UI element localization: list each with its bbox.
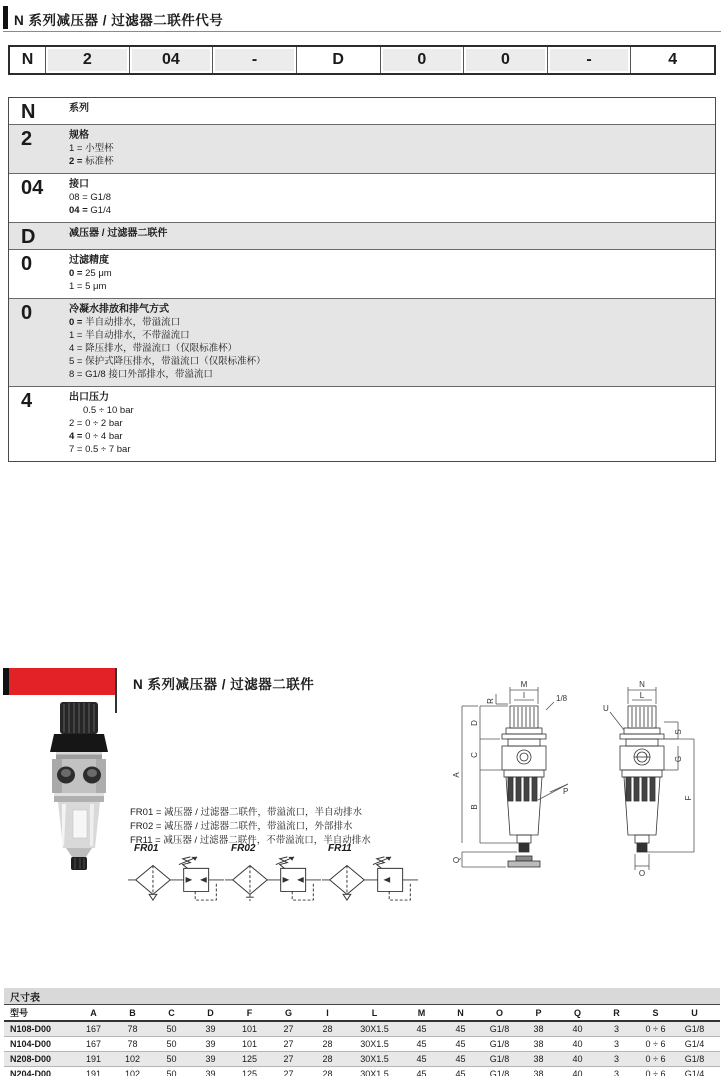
filter-regulator-symbol-icon [128, 854, 224, 902]
dim-cell: 39 [205, 1069, 216, 1076]
spec-option: 2 = 0 ÷ 2 bar [69, 418, 123, 429]
spec-option-code: 2 = [69, 156, 86, 167]
header-rule [3, 31, 721, 32]
dim-cell: 101 [241, 1024, 258, 1034]
dim-cell: 3 [613, 1024, 619, 1034]
dim-col-header: D [207, 1007, 214, 1018]
dim-label-u: U [603, 704, 609, 713]
dim-cell: 39 [205, 1024, 216, 1034]
dim-cell: 38 [533, 1039, 544, 1049]
dim-cell: 30X1.5 [360, 1069, 389, 1076]
dim-label-s: S [674, 729, 683, 735]
page-title: N 系列减压器 / 过滤器二联件代号 [14, 13, 224, 28]
dim-cell: G1/8 [489, 1069, 510, 1076]
dim-cell: 125 [241, 1069, 258, 1076]
dim-col-header: M [417, 1007, 426, 1018]
spec-row [9, 125, 715, 174]
spec-option-code: 4 = [69, 343, 86, 354]
spec-row-code: 0 [21, 253, 33, 275]
spec-row [9, 174, 715, 223]
variant-line: FR01 = 减压器 / 过滤器二联件，带溢流口，半自动排水 [130, 807, 362, 818]
dim-table-row [4, 1037, 720, 1052]
dim-cell: 191 [85, 1054, 102, 1064]
dim-cell: 28 [322, 1069, 333, 1076]
dim-cell: N208-D00 [10, 1054, 52, 1064]
dim-col-header: F [246, 1007, 253, 1018]
spec-option-code: 04 = [69, 205, 91, 216]
dim-label-b: B [470, 804, 479, 810]
code-cell-text: 0 [417, 51, 427, 68]
dim-label-d: D [470, 720, 479, 726]
spec-row-code: 4 [21, 390, 33, 412]
spec-option-code: 08 = [69, 192, 91, 203]
spec-row-title: 冷凝水排放和排气方式 [69, 304, 169, 315]
dim-col-header: P [535, 1007, 542, 1018]
spec-option: 0 = 25 μm [69, 268, 112, 279]
dim-label-i: I [522, 691, 526, 700]
section-red-bar [9, 668, 115, 695]
filter-regulator-symbol-icon [322, 854, 418, 902]
symbol-fr11-label: FR11 [328, 843, 352, 854]
dim-col-header: I [326, 1007, 329, 1018]
spec-row [9, 223, 715, 250]
dim-label-n: N [639, 680, 645, 689]
spec-row-title: 接口 [69, 179, 89, 190]
dim-cell: N104-D00 [10, 1039, 52, 1049]
dim-cell: 30X1.5 [360, 1054, 389, 1064]
dim-cell: 45 [455, 1039, 466, 1049]
spec-row [9, 250, 715, 299]
spec-row-body [61, 387, 715, 461]
dim-label-p: P [563, 787, 569, 796]
dim-label-r: R [486, 698, 495, 704]
dim-cell: 45 [455, 1024, 466, 1034]
dim-cell: N204-D00 [10, 1069, 52, 1076]
dim-cell: 0 ÷ 6 [645, 1054, 666, 1064]
spec-option-code: 5 = [69, 356, 86, 367]
dim-cell: 45 [416, 1039, 427, 1049]
dim-label-o: O [638, 869, 646, 878]
dim-col-header: B [129, 1007, 136, 1018]
dimension-table-title: 尺寸表 [10, 992, 40, 1004]
header-accent-bar [3, 6, 8, 29]
code-cell-text: 2 [82, 51, 92, 68]
code-cell [548, 47, 632, 73]
spec-option: 0 = 半自动排水，带溢流口 [69, 317, 181, 328]
spec-row-body [61, 174, 715, 222]
code-cell-text: 0 [500, 51, 510, 68]
dim-cell: 39 [205, 1039, 216, 1049]
code-cell-text: N [21, 51, 34, 68]
dim-cell: 28 [322, 1024, 333, 1034]
dim-table-row [4, 1022, 720, 1037]
dim-cell: 167 [85, 1039, 102, 1049]
dim-cell: 78 [127, 1039, 138, 1049]
spec-option: 8 = G1/8 接口外部排水，带溢流口 [69, 369, 213, 380]
dim-cell: 102 [124, 1069, 141, 1076]
spec-option: 04 = G1/4 [69, 205, 112, 216]
dim-cell: 0 ÷ 6 [645, 1069, 666, 1076]
dim-cell: G1/8 [489, 1054, 510, 1064]
dim-table-row [4, 1052, 720, 1067]
spec-option-code: 1 = [69, 330, 86, 341]
dim-label-g: G [674, 755, 683, 763]
spec-option: 08 = G1/8 [69, 192, 112, 203]
spec-option: 0.5 ÷ 10 bar [83, 405, 134, 416]
spec-option: 1 = 半自动排水，不带溢流口 [69, 330, 190, 341]
dim-cell: 38 [533, 1069, 544, 1076]
spec-option: 4 = 0 ÷ 4 bar [69, 431, 123, 442]
spec-row-body [61, 98, 715, 124]
spec-option: 4 = 降压排水，带溢流口（仅限标准杯） [69, 343, 238, 354]
dim-col-header: R [613, 1007, 620, 1018]
code-cell [631, 47, 714, 73]
dim-cell: 27 [283, 1024, 294, 1034]
spec-option-code: 0 = [69, 317, 86, 328]
dimension-table [4, 988, 720, 1076]
dimension-table-header [4, 1005, 720, 1022]
dim-cell: 45 [455, 1069, 466, 1076]
code-cell [10, 47, 46, 73]
dim-cell: 50 [166, 1069, 177, 1076]
dim-cell: 40 [572, 1054, 583, 1064]
dim-cell: G1/8 [489, 1039, 510, 1049]
code-cell-text: - [251, 51, 258, 68]
spec-option-code: 1 = [69, 143, 86, 154]
dim-cell: 0 ÷ 6 [645, 1039, 666, 1049]
spec-row-body [61, 125, 715, 173]
dim-cell: G1/8 [684, 1054, 705, 1064]
spec-row-title: 过滤精度 [69, 255, 109, 266]
code-cell [46, 47, 130, 73]
dim-cell: 167 [85, 1024, 102, 1034]
dim-cell: 101 [241, 1039, 258, 1049]
dim-cell: 3 [613, 1054, 619, 1064]
dim-cell: 28 [322, 1039, 333, 1049]
spec-option: 5 = 保护式降压排水，带溢流口（仅限标准杯） [69, 356, 266, 367]
dim-cell: 40 [572, 1024, 583, 1034]
dim-cell: 45 [416, 1024, 427, 1034]
symbol-fr02 [225, 843, 321, 907]
code-cell-text: 4 [668, 51, 678, 68]
dim-col-header: U [691, 1007, 698, 1018]
spec-row-code: D [21, 226, 36, 248]
code-cell-text: - [586, 51, 592, 68]
spec-option-code: 1 = [69, 281, 86, 292]
dim-cell: 50 [166, 1039, 177, 1049]
spec-row-body [61, 223, 715, 249]
spec-option-code: 7 = [69, 444, 86, 455]
dim-cell: 30X1.5 [360, 1024, 389, 1034]
symbol-fr02-label: FR02 [231, 843, 256, 854]
dim-label-port: 1/8 [556, 694, 568, 703]
product-photo [36, 700, 120, 872]
spec-option-code: 8 = [69, 369, 86, 380]
dimension-drawings [450, 680, 722, 878]
dim-cell: 102 [124, 1054, 141, 1064]
section-title: N 系列减压器 / 过滤器二联件 [133, 677, 315, 692]
code-spec-table [8, 97, 716, 462]
symbol-fr01-label: FR01 [134, 843, 159, 854]
dim-cell: 191 [85, 1069, 102, 1076]
spec-option-code: 4 = [69, 431, 86, 442]
spec-row-code: 0 [21, 302, 33, 324]
dim-label-q: Q [452, 856, 461, 864]
filter-regulator-symbol-icon [225, 854, 321, 902]
spec-option: 1 = 小型杯 [69, 143, 114, 154]
dim-label-m: M [520, 680, 528, 689]
dim-cell: G1/8 [684, 1024, 705, 1034]
dim-col-header: C [168, 1007, 175, 1018]
code-cell-text: D [332, 51, 344, 68]
dim-table-row [4, 1067, 720, 1076]
dim-col-header: Q [573, 1007, 581, 1018]
dim-label-c: C [470, 752, 479, 758]
code-cell [213, 47, 297, 73]
spec-option-code: 0 = [69, 268, 86, 279]
dim-col-header: O [495, 1007, 503, 1018]
variant-line: FR02 = 减压器 / 过滤器二联件，带溢流口，外部排水 [130, 821, 353, 832]
spec-row-title: 出口压力 [69, 392, 109, 403]
dim-cell: 78 [127, 1024, 138, 1034]
dim-col-header: 型号 [10, 1008, 29, 1018]
code-cell-text: 04 [162, 51, 180, 68]
spec-option-code: 2 = [69, 418, 86, 429]
dim-cell: 50 [166, 1054, 177, 1064]
spec-row-code: 2 [21, 128, 33, 150]
dim-col-header: A [90, 1007, 97, 1018]
dim-cell: 45 [455, 1054, 466, 1064]
spec-option: 7 = 0.5 ÷ 7 bar [69, 444, 131, 455]
dim-label-l: L [639, 691, 645, 700]
code-cell [381, 47, 465, 73]
dim-col-header: G [284, 1007, 292, 1018]
dim-cell: 27 [283, 1069, 294, 1076]
dim-label-a: A [452, 772, 461, 778]
dim-cell: 40 [572, 1069, 583, 1076]
dim-cell: 27 [283, 1039, 294, 1049]
dim-col-header: L [371, 1007, 378, 1018]
dim-cell: 45 [416, 1054, 427, 1064]
dim-cell: G1/8 [489, 1024, 510, 1034]
code-bar [8, 45, 716, 75]
spec-option: 1 = 5 μm [69, 281, 107, 292]
dim-cell: 0 ÷ 6 [645, 1024, 666, 1034]
spec-row-body [61, 250, 715, 298]
dim-cell: 40 [572, 1039, 583, 1049]
code-cell [464, 47, 548, 73]
dim-cell: 38 [533, 1024, 544, 1034]
dim-col-header: N [457, 1007, 464, 1018]
spec-row-code: N [21, 101, 36, 123]
dim-cell: 28 [322, 1054, 333, 1064]
dim-cell: 38 [533, 1054, 544, 1064]
dim-cell: G1/4 [684, 1039, 705, 1049]
dim-cell: 30X1.5 [360, 1039, 389, 1049]
spec-row-title: 减压器 / 过滤器二联件 [69, 228, 168, 239]
spec-row-title: 系列 [69, 103, 89, 114]
symbol-fr11 [322, 843, 418, 907]
dim-cell: 125 [241, 1054, 258, 1064]
spec-row [9, 299, 715, 387]
symbol-fr01 [128, 843, 224, 907]
dim-cell: 50 [166, 1024, 177, 1034]
spec-row-title: 规格 [69, 130, 89, 141]
variant-line: FR11 = 减压器 / 过滤器二联件，不带溢流口，半自动排水 [130, 835, 371, 846]
spec-row-code: 04 [21, 177, 44, 199]
dimension-table-body [4, 1022, 720, 1076]
dim-col-header: S [652, 1007, 659, 1018]
variant-descriptions [130, 806, 371, 848]
dimension-table-band [4, 988, 720, 1005]
spec-row [9, 387, 715, 461]
dim-cell: G1/4 [684, 1069, 705, 1076]
spec-row [9, 98, 715, 125]
spec-row-body [61, 299, 715, 386]
spec-option: 2 = 标准杯 [69, 156, 114, 167]
code-cell [297, 47, 381, 73]
dim-cell: 39 [205, 1054, 216, 1064]
dim-cell: 27 [283, 1054, 294, 1064]
dim-cell: 3 [613, 1069, 619, 1076]
dim-cell: 3 [613, 1039, 619, 1049]
code-cell [130, 47, 214, 73]
dim-cell: N108-D00 [10, 1024, 52, 1034]
pneumatic-symbols [128, 843, 419, 907]
dim-label-f: F [684, 795, 693, 801]
dim-cell: 45 [416, 1069, 427, 1076]
